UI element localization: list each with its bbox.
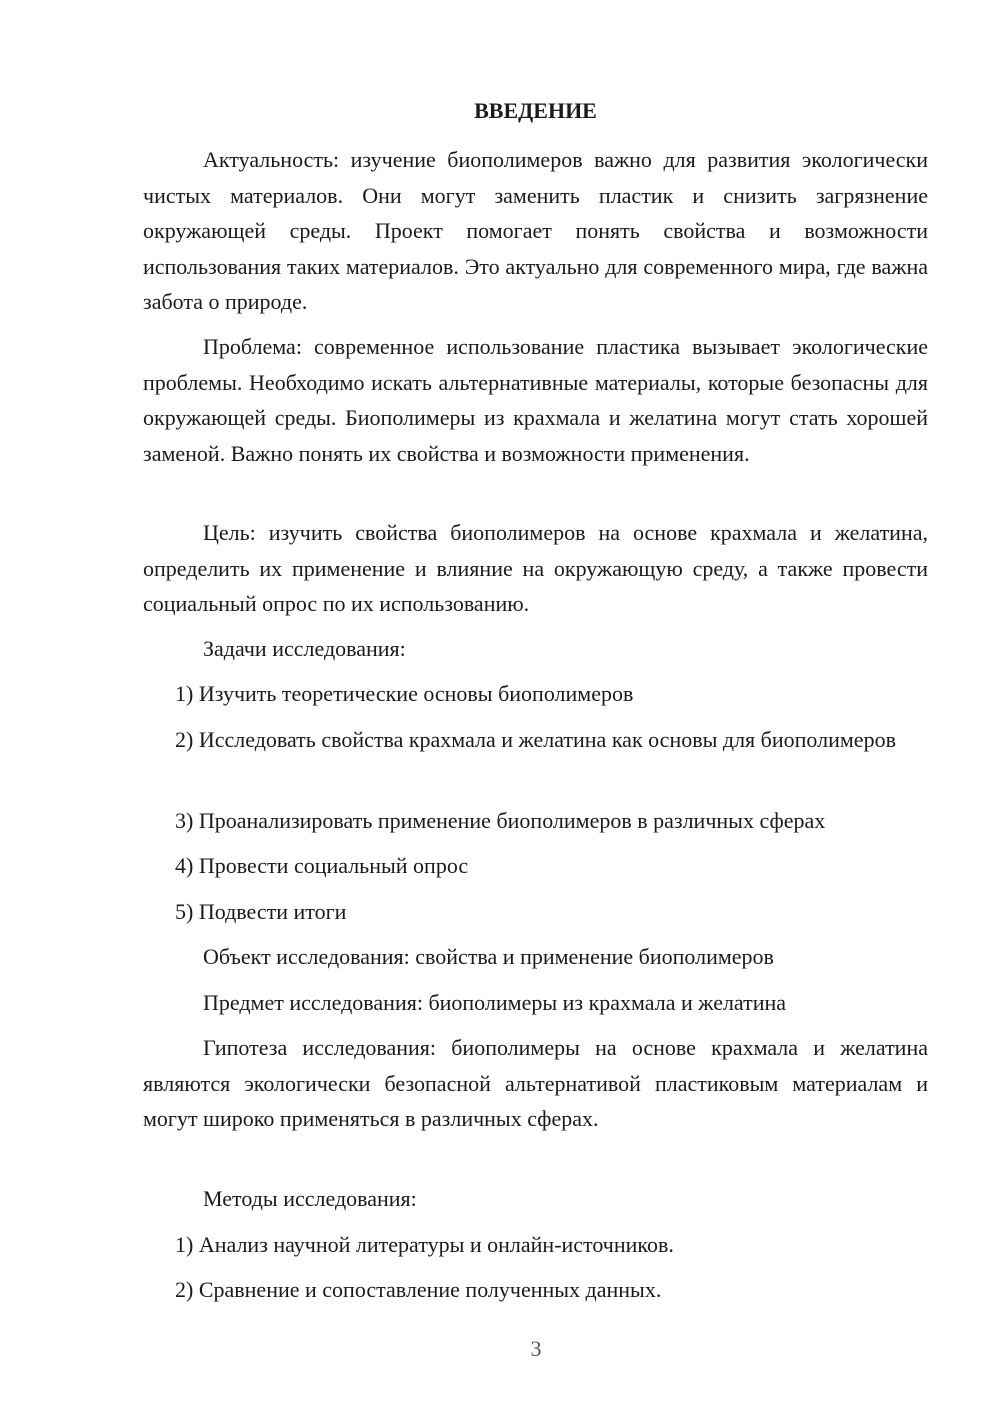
method-item: 1) Анализ научной литературы и онлайн-источников.: [175, 1232, 674, 1257]
research-subject: Предмет исследования: биополимеры из крахмала и желатина: [203, 990, 787, 1015]
relevance-paragraph: Актуальность: изучение биополимеров важно для развития экологически чистых материалов. Они могут заменить пластик и снизить загрязнение окружающей среды. Проект помогает понять свойства и возможности использования таких материалов. Это актуально для современного мира, где важна забота о природе.: [143, 147, 928, 314]
page-title: ВВЕДЕНИЕ: [474, 98, 597, 123]
task-item: 4) Провести социальный опрос: [175, 853, 469, 878]
problem-paragraph: Проблема: современное использование пластика вызывает экологические проблемы. Необходимо искать альтернативные материалы, которые безопасны для окружающей среды. Биополимеры из крахмала и желатина могут стать хорошей заменой. Важно понять их свойства и возможности применения.: [143, 334, 928, 466]
hypothesis-paragraph: Гипотеза исследования: биополимеры на основе крахмала и желатина являются экологически безопасной альтернативой пластиковым материалам и могут широко применяться в различных сферах.: [143, 1035, 928, 1131]
task-item: 3) Проанализировать применение биополимеров в различных сферах: [175, 808, 826, 833]
methods-title: Методы исследования:: [203, 1186, 417, 1211]
page-number: 3: [530, 1336, 542, 1361]
task-item: 5) Подвести итоги: [175, 899, 347, 924]
tasks-title: Задачи исследования:: [203, 636, 406, 661]
method-item: 2) Сравнение и сопоставление полученных данных.: [175, 1277, 662, 1302]
task-item: 2) Исследовать свойства крахмала и желатина как основы для биополимеров: [175, 727, 896, 752]
goal-paragraph: Цель: изучить свойства биополимеров на основе крахмала и желатина, определить их применение и влияние на окружающую среду, а также провести социальный опрос по их использованию.: [143, 520, 928, 616]
task-item: 1) Изучить теоретические основы биополимеров: [175, 681, 634, 706]
research-object: Объект исследования: свойства и применение биополимеров: [203, 944, 774, 969]
